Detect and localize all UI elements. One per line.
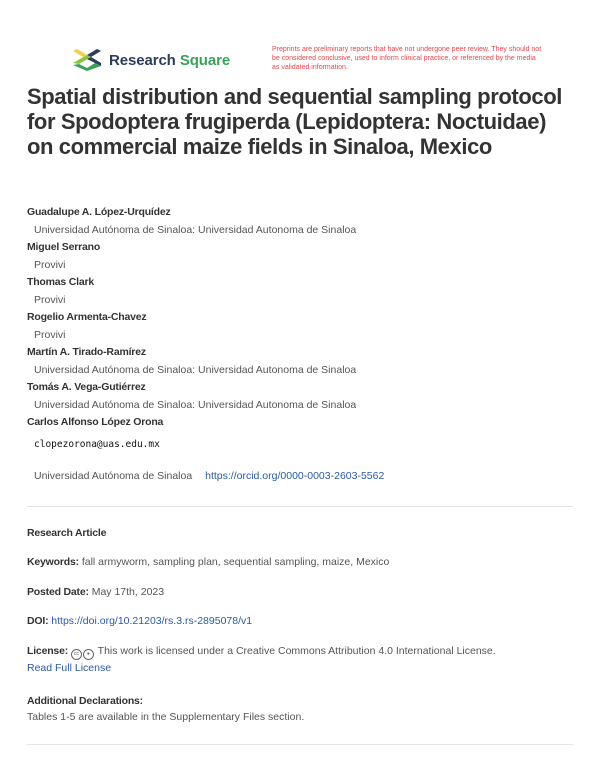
by-icon: ● bbox=[83, 649, 94, 660]
keywords-value: fall armyworm, sampling plan, sequential sampling, maize, Mexico bbox=[81, 556, 390, 568]
logo-text-square: Square bbox=[179, 51, 231, 69]
logo-text-research: Research bbox=[109, 51, 176, 69]
posted-date-value: May 17th, 2023 bbox=[91, 586, 165, 598]
posted-date-label: Posted Date: bbox=[27, 586, 89, 598]
logo-text bbox=[109, 52, 230, 69]
orcid-link[interactable]: https://orcid.org/0000-0003-2603-5562 bbox=[205, 470, 385, 482]
doi-row bbox=[27, 614, 587, 628]
additional-declarations-text: Tables 1-5 are available in the Supplementary Files section. bbox=[27, 711, 305, 723]
additional-declarations-label: Additional Declarations: bbox=[27, 695, 143, 707]
author-affiliation: Universidad Autónoma de Sinaloa bbox=[34, 470, 193, 482]
author-affiliation: Universidad Autónoma de Sinaloa: Universidad Autonoma de Sinaloa bbox=[34, 224, 357, 236]
license-label: License: bbox=[27, 645, 68, 657]
posted-date-row bbox=[27, 585, 587, 599]
author-name: Guadalupe A. López-Urquídez bbox=[27, 206, 171, 218]
author-affiliation: Provivi bbox=[34, 294, 66, 306]
author-name: Miguel Serrano bbox=[27, 241, 101, 253]
research-square-logo-icon bbox=[73, 49, 101, 71]
corresponding-author-affiliation-line bbox=[27, 468, 587, 484]
license-text: This work is licensed under a Creative Commons Attribution 4.0 International License. bbox=[97, 645, 496, 657]
author-affiliation: Provivi bbox=[34, 259, 66, 271]
research-square-logo[interactable] bbox=[73, 49, 230, 71]
author-name: Thomas Clark bbox=[27, 276, 95, 288]
author-name: Martín A. Tirado-Ramírez bbox=[27, 346, 146, 358]
article-type-label: Research Article bbox=[27, 527, 107, 539]
author-affiliation: Provivi bbox=[34, 329, 66, 341]
keywords-label: Keywords: bbox=[27, 556, 79, 568]
keywords-row bbox=[27, 555, 587, 569]
author-name: Tomás A. Vega-Gutiérrez bbox=[27, 381, 146, 393]
corresponding-author-email[interactable]: clopezorona@uas.edu.mx bbox=[34, 439, 160, 450]
author-list bbox=[27, 204, 587, 484]
preprint-disclaimer: Preprints are preliminary reports that have not undergone peer review. They should not be considered conclusive, used to inform clinical practice, or referenced by the media as validated information. bbox=[272, 46, 542, 71]
doi-label: DOI: bbox=[27, 615, 49, 627]
author-name: Rogelio Armenta-Chavez bbox=[27, 311, 147, 323]
cc-icon: cc bbox=[71, 649, 82, 660]
author-affiliation: Universidad Autónoma de Sinaloa: Universidad Autonoma de Sinaloa bbox=[34, 364, 357, 376]
author-affiliation: Universidad Autónoma de Sinaloa: Universidad Autonoma de Sinaloa bbox=[34, 399, 357, 411]
article-type bbox=[27, 526, 587, 540]
additional-declarations bbox=[27, 693, 587, 725]
license-row bbox=[27, 643, 587, 677]
paper-title: Spatial distribution and sequential sampling protocol for Spodoptera frugiperda (Lepidoptera: Noctuidae) on commercial maize fields in Sinaloa, Mexico bbox=[27, 84, 562, 159]
corresponding-author-name: Carlos Alfonso López Orona bbox=[27, 416, 164, 428]
doi-link[interactable]: https://doi.org/10.21203/rs.3.rs-2895078/v1 bbox=[51, 615, 253, 627]
read-full-license-link[interactable]: Read Full License bbox=[27, 662, 112, 674]
divider bbox=[27, 506, 573, 507]
divider bbox=[27, 744, 573, 745]
